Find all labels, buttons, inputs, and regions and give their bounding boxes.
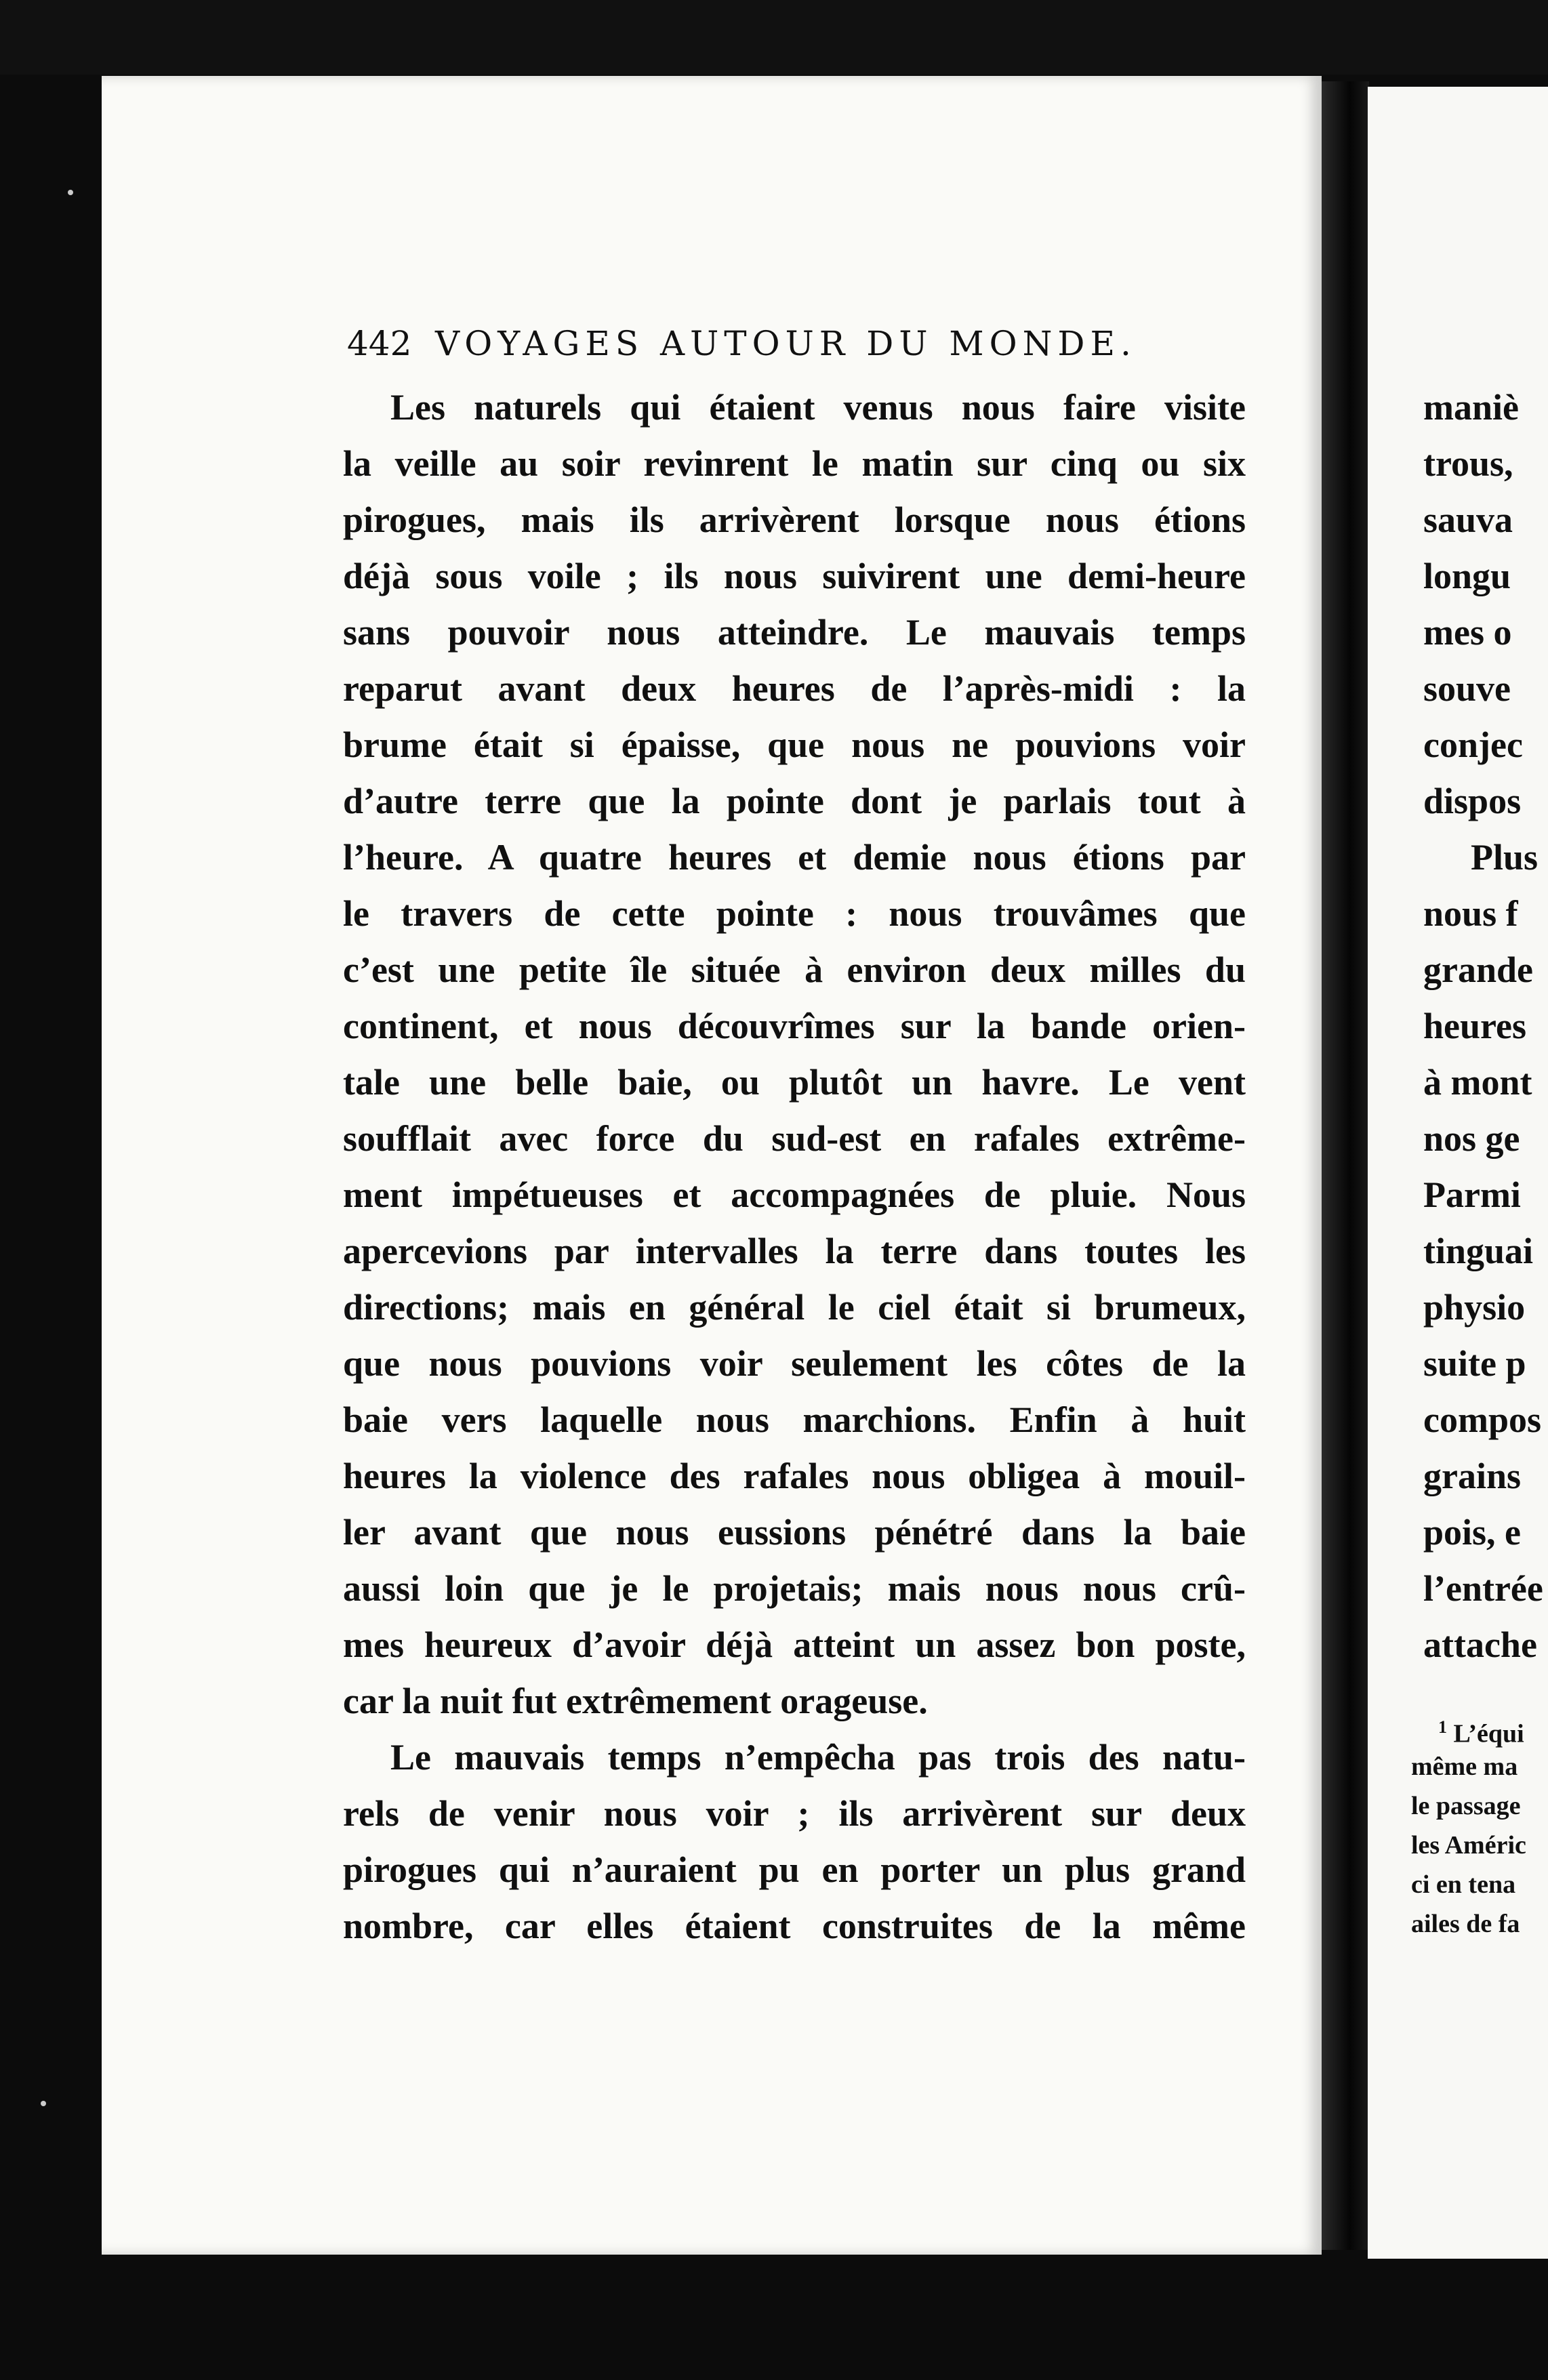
text-line: déjà sous voile ; ils nous suivirent une demi-heure (343, 556, 1246, 596)
text-line: continent, et nous découvrîmes sur la bande orien- (343, 1006, 1246, 1046)
text-line: pois, e (1423, 1512, 1522, 1553)
text-line: baie vers laquelle nous marchions. Enfin à huit (343, 1399, 1246, 1440)
text-line: l’entrée (1423, 1568, 1543, 1609)
text-line: rels de venir nous voir ; ils arrivèrent sur deux (343, 1793, 1246, 1834)
text-line: d’autre terre que la pointe dont je parlais tout à (343, 781, 1246, 821)
text-line: l’heure. A quatre heures et demie nous étions par (343, 837, 1246, 878)
text-line: le travers de cette pointe : nous trouvâmes que (343, 893, 1246, 934)
footnote-line: même ma (1411, 1752, 1518, 1781)
text-line: nous f (1423, 893, 1518, 934)
text-line: pirogues, mais ils arrivèrent lorsque nous étions (343, 499, 1246, 540)
text-line: heures la violence des rafales nous obligea à mouil- (343, 1456, 1246, 1496)
text-line: longu (1423, 556, 1511, 596)
text-line: trous, (1423, 443, 1513, 484)
body-text (343, 379, 1246, 1954)
running-header (347, 324, 1160, 371)
text-line: dispos (1423, 781, 1522, 821)
footnote-line: ci en tena (1411, 1870, 1516, 1899)
footnote-line (1411, 1708, 1548, 1747)
scan-speck (68, 190, 73, 195)
text-line: à mont (1423, 1062, 1532, 1103)
text-line: conjec (1423, 724, 1523, 765)
text-line: apercevions par intervalles la terre dans toutes les (343, 1231, 1246, 1271)
footnote-text: L’équi (1453, 1719, 1524, 1748)
text-line: soufflait avec force du sud-est en rafales extrême- (343, 1118, 1246, 1159)
text-line: mes heureux d’avoir déjà atteint un assez bon poste, (343, 1624, 1246, 1665)
page-number: 442 (347, 324, 412, 363)
text-line: mes o (1423, 612, 1512, 653)
scan-background (0, 0, 1548, 75)
text-line: nos ge (1423, 1118, 1520, 1159)
text-line: ment impétueuses et accompagnées de pluie. Nous (343, 1174, 1246, 1215)
text-line: grande (1423, 949, 1533, 990)
text-line: sans pouvoir nous atteindre. Le mauvais temps (343, 612, 1246, 653)
text-line: nombre, car elles étaient construites de la même (343, 1906, 1246, 1946)
footnote-line: le passage (1411, 1792, 1521, 1820)
text-line: compos (1423, 1399, 1541, 1440)
text-line: Les naturels qui étaient venus nous faire visite (390, 387, 1246, 428)
book-gutter (1322, 81, 1369, 2250)
running-title: VOYAGES AUTOUR DU MONDE. (435, 324, 1137, 363)
text-line: brume était si épaisse, que nous ne pouvions voir (343, 724, 1246, 765)
text-line: attache (1423, 1624, 1537, 1665)
text-line: tale une belle baie, ou plutôt un havre. Le vent (343, 1062, 1246, 1103)
text-line: aussi loin que je le projetais; mais nous nous crû- (343, 1568, 1246, 1609)
text-line: heures (1423, 1006, 1527, 1046)
scan-speck (41, 2101, 46, 2106)
text-line: reparut avant deux heures de l’après-midi : la (343, 668, 1246, 709)
text-line: pirogues qui n’auraient pu en porter un plus grand (343, 1849, 1246, 1890)
footnote-marker: 1 (1438, 1717, 1447, 1737)
footnote-line: les Améric (1411, 1831, 1526, 1860)
text-line: tinguai (1423, 1231, 1534, 1271)
text-line: directions; mais en général le ciel était si brumeux, (343, 1287, 1246, 1328)
text-line: physio (1423, 1287, 1526, 1328)
text-line: suite p (1423, 1343, 1526, 1384)
right-page-text (1423, 379, 1548, 1673)
text-line: grains (1423, 1456, 1522, 1496)
text-line: c’est une petite île située à environ deux milles du (343, 949, 1246, 990)
text-line: sauva (1423, 499, 1513, 540)
text-line: Plus (1471, 837, 1539, 878)
text-line: que nous pouvions voir seulement les côtes de la (343, 1343, 1246, 1384)
text-line: car la nuit fut extrêmement orageuse. (343, 1681, 928, 1721)
right-page-footnotes (1411, 1708, 1548, 1944)
text-line: la veille au soir revinrent le matin sur cinq ou six (343, 443, 1246, 484)
text-line: Le mauvais temps n’empêcha pas trois des natu- (390, 1737, 1246, 1778)
footnote-line: ailes de fa (1411, 1910, 1520, 1938)
text-line: ler avant que nous eussions pénétré dans la baie (343, 1512, 1246, 1553)
text-line: Parmi (1423, 1174, 1521, 1215)
text-line: maniè (1423, 387, 1519, 428)
text-line: souve (1423, 668, 1511, 709)
